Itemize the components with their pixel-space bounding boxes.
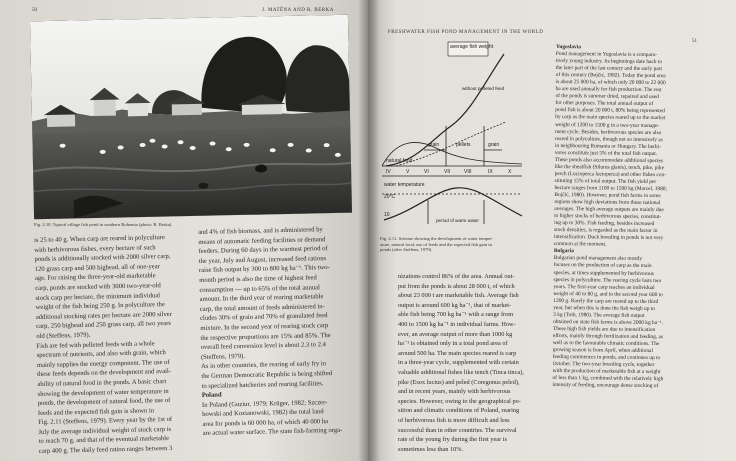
text-line: to reach 70 g, and that of the eventual marketable [38, 435, 170, 446]
caption-line: ature, natural food, use of feeds and the expected fish gain in [380, 241, 492, 247]
text-line: spectrum of nutrients, and also with grain, which [36, 349, 166, 360]
text-line: is about 25 000 ha, of which only 20 000 to 22 000 [555, 79, 666, 87]
month-label: X [508, 169, 512, 175]
text-line: species. However, owing to the geographical po- [398, 397, 521, 405]
text-line: put from the ponds is about 28 000 t, of which [398, 282, 515, 290]
right-column [552, 44, 728, 391]
text-line: common at the moment. [553, 241, 607, 248]
text-line: these feeds depends on the development and avail- [37, 368, 172, 379]
text-line: cludes 30% of grain and 70% of granulated feed [199, 312, 328, 323]
pond-photo [30, 15, 352, 220]
section-heading-yugoslavia: Yugoslavia [555, 44, 581, 51]
text-line: of less than 1 kg, combined with the relatively high [552, 375, 664, 383]
fish-weight-curve [386, 54, 504, 166]
figure-caption [380, 236, 493, 253]
text-line: obtained on state fish farms is above 2000 kg ha⁻¹. [553, 318, 663, 326]
text-line: carp, ponds are stocked with 3000 two-year-old [35, 282, 161, 292]
pellets-label: pellets [456, 142, 471, 148]
temp-20-label: 20°C [384, 194, 396, 200]
text-line: stituting 15% of total output. The fish yield per [554, 177, 657, 185]
text-line: species, at times supplemented by herbivorous [553, 269, 654, 277]
text-line: are actual water surface. The state fish-farming orga- [202, 427, 343, 438]
text-line: output is around 600 kg ha⁻¹, that of market- [398, 301, 512, 309]
text-line: and in recent years, mainly with herbivorous [398, 388, 511, 396]
text-line: efforts, mainly through fertilization and feeding, as [552, 332, 664, 341]
text-line: October. The two-year breeding cycle, together [552, 361, 655, 369]
text-line: age. For raising the three-year-old marketable [34, 272, 156, 283]
text-line: pond fish is about 20 000 t, 80% being represented [555, 107, 665, 115]
text-line: ponds is additionally stocked with 2000 silver carp, [34, 253, 171, 264]
text-line: mainly supplies the energy component. The use of [36, 358, 170, 369]
text-line: bowski and Kozianowski, 1982) the total land [202, 408, 324, 419]
text-line: of this century (Bojčić, 1982). Today the pond area [555, 72, 666, 80]
text-line: ability of natural food in the ponds. A basic chart [37, 377, 167, 388]
text-line: year, but when this is done the fish weigh up to [553, 304, 656, 312]
text-line: Bojčić, 1980). However, pond fish farms in some [554, 191, 661, 200]
left-column-1 [34, 232, 201, 456]
without-feed-label: without pelleted feed [462, 86, 505, 91]
text-line: weight of 40 to 80 g, and in the second year 600 to [553, 290, 663, 298]
text-line: able fish being 700 kg ha⁻¹ with a range from [398, 311, 514, 319]
text-line: ha⁻¹ is obtained only in a total pond area of [398, 340, 508, 348]
text-line: about 23 000 t are marketable fish. Average fish [398, 292, 519, 300]
text-line: 1200 g. Rarely the carp are reared up to the third [553, 297, 659, 305]
text-line: of the ponds is summer dried, repaired and used [555, 93, 659, 101]
feeding-scheme-figure [376, 40, 526, 230]
text-line: weight of the fish being 250 g. In polyculture the [35, 301, 165, 312]
text-line: consumption — up to 65% of the total annual [199, 283, 320, 294]
text-line: like the sheatfish (Silurus glanis), tench, pike, pike [554, 163, 665, 171]
text-line: stock carp per hectare, the minimum individual [35, 291, 161, 302]
text-line: additional stocking rates per hectare are 2000 silver [35, 310, 172, 321]
text-line: the respective proportions are 15% and 85%. The [200, 331, 331, 342]
text-line: focuses on the production of carp as the main [553, 262, 652, 270]
text-line: 3 kg (Toth, 1980). The average fish output [553, 311, 645, 319]
text-line: regions show high deviations from these national [554, 199, 661, 207]
text-line: with herbivorous fishes, every hectare of such [34, 243, 156, 254]
grain-label: grain [428, 142, 440, 148]
text-line: In Poland (Guziur, 1979; Krüger, 1982; Szczer- [201, 398, 328, 409]
text-line: of herbivorous fish is more difficult and less [398, 416, 510, 424]
text-line: As in other countries, the rearing of early fry in [201, 360, 327, 371]
text-line: tively young industry. Its beginnings date back to [555, 58, 663, 66]
text-line: showing the development of water temperature in [37, 387, 169, 398]
text-line: stock densities, is regarded as the main factor in [554, 227, 658, 235]
text-line: ment cycle. Besides, herbivorous species are also [555, 128, 662, 136]
text-line: perch (Lucioperca lucioperca) and other fishes con- [554, 170, 667, 179]
text-line: carp, 250 bighead and 250 grass carp, all two years [35, 320, 172, 331]
month-label: VIII [464, 169, 472, 175]
text-line: feeding commences in ponds, and continues up to [552, 354, 661, 362]
text-line: sometimes less than 10%. [398, 445, 464, 453]
text-line: ever, an average output of more than 1000 kg [398, 330, 513, 338]
text-line: These ponds also accommodate additional species [554, 156, 664, 164]
text-line: Bulgarian pond management also mostly [553, 255, 643, 263]
section-heading-bulgaria: Bulgaria [553, 248, 574, 255]
text-line: weight of 1200 to 1500 g in a two-year manage- [555, 121, 660, 129]
warm-period-label: period of warm water [436, 218, 479, 223]
running-head-right: FRESHWATER FISH POND MANAGEMENT IN THE WORLD [388, 30, 544, 35]
text-line: and 4% of fish biomass, and is administered by [198, 226, 323, 236]
natural-food-label: natural food [386, 158, 413, 164]
text-line: rate of the young fry during the first year is [398, 436, 507, 444]
left-column-2 [198, 224, 363, 439]
text-line: to specialized hatcheries and rearing facilities. [201, 379, 324, 390]
text-line: Fish are fed with pelleted feeds with a whole [36, 339, 155, 350]
text-line: by carp as the main species reared up to the market [555, 114, 666, 122]
caption-line: ponds (after Steffens, 1979). [380, 247, 433, 253]
month-label: IX [488, 169, 493, 175]
text-line: to higher stocks of herbivorous species, constitut- [554, 213, 662, 221]
text-line: old (Steffens, 1979). [36, 331, 91, 340]
text-line: feeds and the expected fish gain is shown in [37, 407, 155, 417]
text-line: ing up to 30%. Fish feeding, besides increased [554, 220, 655, 228]
text-line: in a three-year cycle, supplemented with certain [398, 359, 519, 367]
text-line: July the average individual weight of stock carp is [38, 425, 172, 436]
temp-10-label: 10 [384, 212, 390, 218]
text-line: 400 to 1500 kg ha⁻¹ in individual farms. How- [398, 320, 516, 328]
text-line: the year, July and August, increased feed rations [198, 254, 327, 265]
text-line: reared in polyculture, though not so intensively as [554, 135, 663, 143]
month-label: IV [386, 169, 391, 175]
text-line: hectare ranges from 1100 to 1500 kg (Marcel, 1980; [554, 184, 668, 193]
text-line: Pond management in Yugoslavia is a compara- [555, 51, 657, 59]
page-number-right: 51 [692, 39, 697, 44]
text-line: vores constitute just 5% of the total fish output. [554, 149, 658, 157]
section-heading-poland: Poland [201, 391, 222, 400]
text-line: ha are used annually for fish production. The rest [555, 86, 662, 94]
text-line: pike (Esox lucius) and peled (Coregonus peled), [398, 378, 520, 386]
text-line: years. The first-year carp reaches an individual [553, 283, 655, 291]
text-line: around 500 ha. The main species reared is carp [398, 349, 517, 357]
text-line: carp, the total amount of feeds administered in- [199, 302, 325, 313]
text-line: area for ponds is 60 000 ha, of which 40 000 ha [202, 417, 329, 428]
text-line: These high fish yields are due to intensification [552, 325, 656, 333]
text-line: valuable additional fishes like tench (Tinca tinca), [398, 368, 524, 376]
text-line: well as to the favourable climatic conditions. The [552, 339, 660, 348]
text-line: species in polyculture. The rearing cycle lasts two [553, 276, 662, 284]
text-line: carp 400 g. The daily feed ration ranges between 3 [38, 444, 173, 456]
avg-weight-label: average fish weight [450, 44, 494, 50]
text-line: mixture. In the second year of rearing stock carp [200, 322, 329, 332]
text-line: Fig. 2.11 (Steffens, 1979). Every year by the 1st of [38, 416, 173, 427]
right-middle-column [398, 272, 544, 454]
text-line: overall feed conversion level is about 2.3 to 2.4 [200, 341, 327, 352]
month-label: VI [424, 169, 429, 175]
photo-caption: Fig. 2.10. Typical village fish pond in southern Bohemia (photo: R. Berka). [34, 222, 173, 227]
text-line: raise fish output by 300 to 800 kg ha⁻¹. This two- [198, 264, 330, 275]
running-head-left: J. MATĚNA AND R. BERKA [262, 8, 334, 13]
text-line: feeders. During 60 days in the warmest period of [198, 245, 328, 256]
month-label: VII [444, 169, 451, 175]
water-temp-label: water temperature [384, 182, 425, 188]
text-line: with the production of marketable fish at a weight [552, 368, 661, 376]
text-line: month period is also the time of highest feed [199, 274, 317, 284]
text-line: successful than in other countries. The survival [398, 426, 517, 434]
text-line: growing season is from April, when additional [552, 346, 653, 355]
text-line: means of automatic feeding facilities or demand [198, 235, 326, 246]
grain-label-2: grain [488, 142, 500, 148]
text-line: amount. In the third year of rearing marketable [199, 293, 324, 304]
water-temperature-curve [384, 188, 522, 220]
text-line: intensification. Duck breeding in ponds is not very [553, 234, 664, 242]
text-line: is 25 to 40 g. When carp are reared in polyculture [34, 234, 165, 244]
text-line: sition and climatic conditions of Poland, rearing [398, 407, 520, 415]
month-label: V [406, 169, 410, 175]
caption-line: Fig. 2.11. Scheme showing the development of water temper- [380, 236, 494, 241]
text-line: nizations control 86% of the area. Annual out- [398, 273, 515, 280]
page-number-left: 50 [32, 8, 37, 13]
text-line: intensity of feeding, encourage dense stocking of [552, 382, 659, 390]
text-line: for other purposes. The total annual output of [555, 100, 654, 108]
text-line: the German Democratic Republic is being shifted [201, 369, 333, 380]
text-line: (Steffens, 1979). [200, 352, 246, 361]
text-line: averages. The high average outputs are mainly due [554, 206, 664, 214]
text-line: ponds, the development of natural food, the use of [37, 397, 171, 408]
text-line: in neighbouring Rumania or Hungary. The herbi- [554, 142, 661, 150]
text-line: the later part of the last century and the early part [555, 65, 663, 73]
text-line: 120 grass carp and 500 bighead, all of one-year [34, 262, 160, 273]
pond-photo-image [30, 15, 352, 220]
